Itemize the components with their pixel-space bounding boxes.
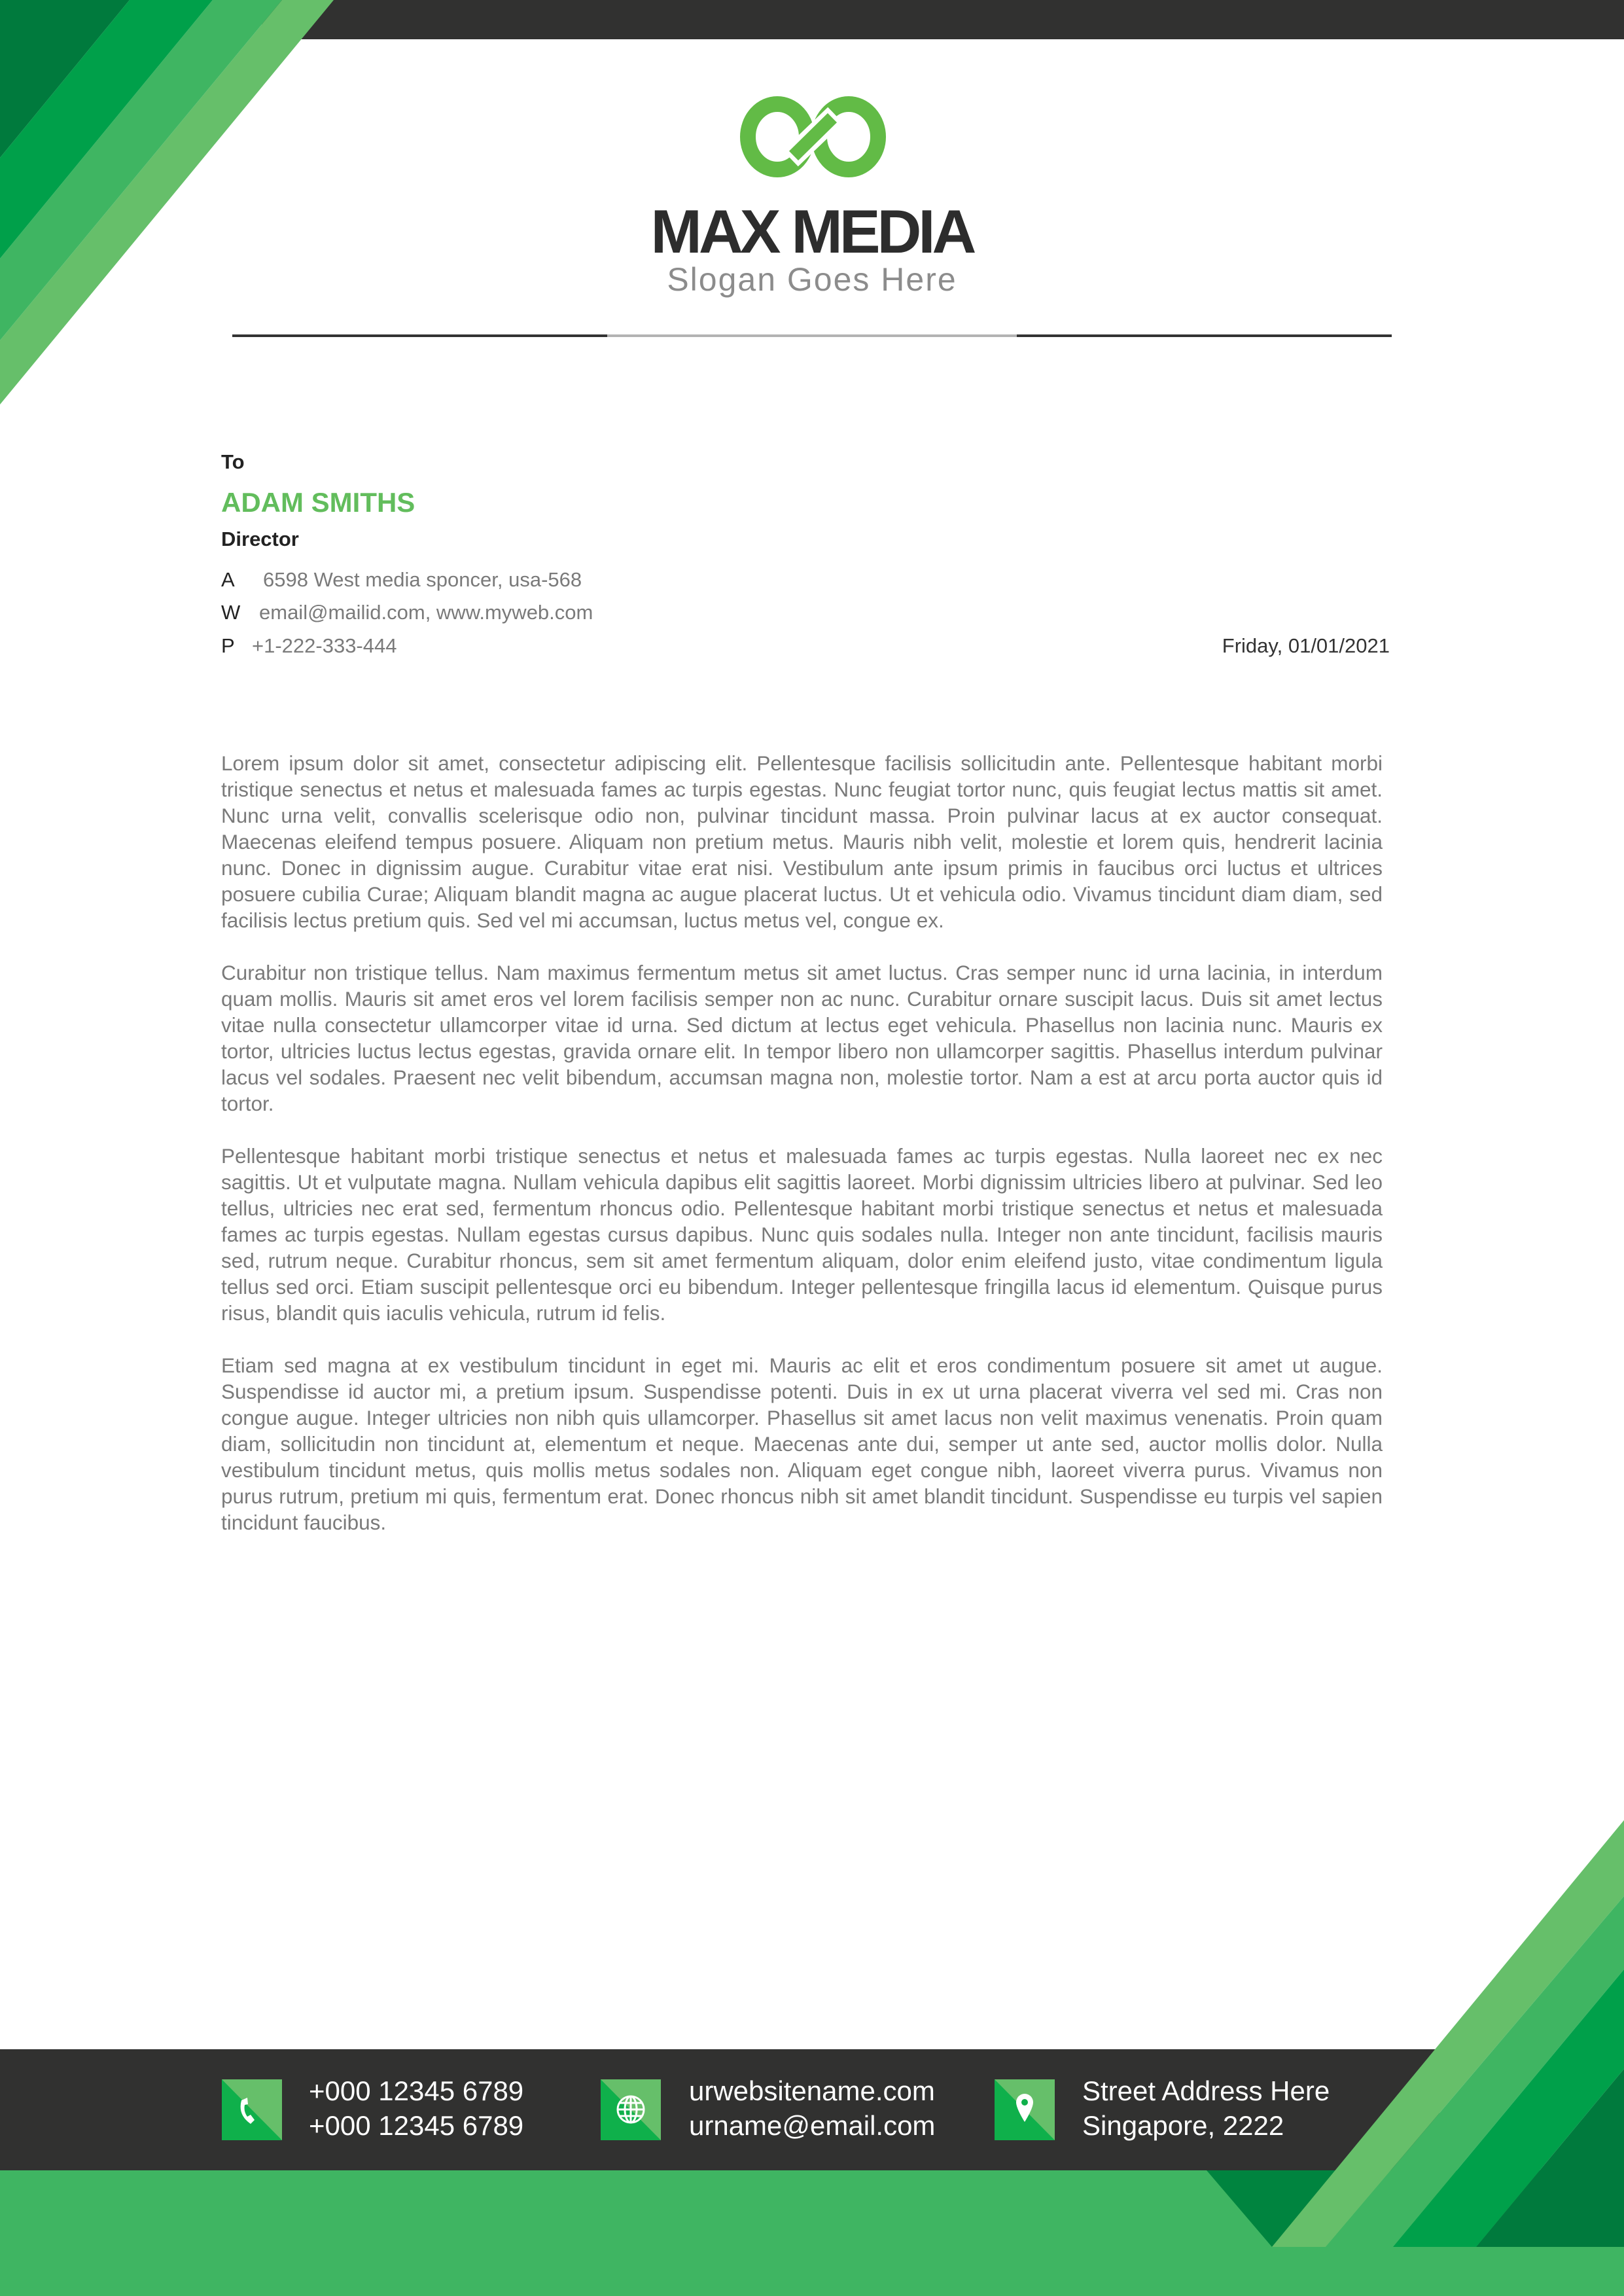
letter-date: Friday, 01/01/2021 xyxy=(1222,634,1390,657)
recipient-title: Director xyxy=(221,528,299,550)
body-paragraph: Curabitur non tristique tellus. Nam maximus fermentum metus sit amet luctus. Cras semper nunc id urna lacinia, in interdum quam mollis. Mauris sit amet eros vel lorem facilisis semper non ac nunc. Curabitur ornare suscipit lacus. Duis sit amet lectus vitae nulla consectetur ullamcorper vitae id urna. Sed dictum at lectus eget vehicula. Phasellus non lacinia nunc. Mauris ex tortor, ultricies luctus lectus egestas, gravida ornare elit. In tempor libero non ullamcorper sagittis. Phasellus interdum pulvinar lacus vel sodales. Praesent nec velit bibendum, accumsan magna non, molestie tortor. Nam a est at arcu porta auctor quis id tortor. xyxy=(221,961,1383,1115)
divider-right xyxy=(1017,334,1392,337)
footer-address xyxy=(1082,2073,1330,2143)
web-label: W xyxy=(221,601,241,624)
divider-left xyxy=(232,334,607,337)
letter-body xyxy=(221,750,1383,1562)
footer-web xyxy=(689,2073,935,2143)
body-paragraph: Lorem ipsum dolor sit amet, consectetur adipiscing elit. Pellentesque facilisis sollicitudin ante. Pellentesque habitant morbi tristique senectus et netus et malesuada fames ac turpis egestas. Nunc feugiat tortor nunc, quis feugiat lectus mattis sit amet. Nunc urna velit, convallis scelerisque odio non, pulvinar tincidunt massa. Proin pulvinar lacus at ex auctor consequat. Maecenas eleifend tempus posuere. Aliquam non pretium metus. Mauris nibh velit, molestie et lorem quis, hendrerit lacinia nunc. Donec in dignissim augue. Curabitur vitae erat nisi. Vestibulum ante ipsum primis in faucibus orci luctus et ultrices posuere cubilia Curae; Aliquam blandit magna ac augue placerat luctus. Ut et vehicula odio. Vivamus tincidunt diam diam, sed facilisis lectus pretium quis. Sed vel mi accumsan, luctus metus vel, congue ex. xyxy=(221,751,1383,932)
phone-value: +1-222-333-444 xyxy=(252,634,397,657)
infinity-icon xyxy=(748,104,878,170)
to-label: To xyxy=(221,450,245,473)
globe-icon xyxy=(601,2079,661,2140)
slogan: Slogan Goes Here xyxy=(667,261,957,298)
phone-icon xyxy=(222,2079,282,2140)
address-label: A xyxy=(221,568,235,591)
footer-website[interactable]: urwebsitename.com xyxy=(689,2075,935,2106)
brand-name: MAX MEDIA xyxy=(650,197,974,266)
footer-phone-2: +000 12345 6789 xyxy=(309,2110,524,2141)
address-value: 6598 West media sponcer, usa-568 xyxy=(263,568,582,591)
body-paragraph: Pellentesque habitant morbi tristique senectus et netus et malesuada fames ac turpis egestas. Nulla laoreet nec ex nec sagittis. Ut et vulputate magna. Nullam vehicula dapibus elit sagittis laoreet. Morbi dignissim ultricies libero at pulvinar. Sed leo tellus, ultricies nec erat sed, fermentum rhoncus odio. Pellentesque habitant morbi tristique senectus et netus et malesuada fames ac turpis egestas. Nullam egestas cursus dapibus. Nunc quis sodales nulla. Integer non ante tincidunt, facilisis mauris sed, rutrum neque. Curabitur rhoncus, sem sit amet fermentum aliquam, dolor enim eleifend justo, vitae condimentum ligula tellus sed orci. Etiam suscipit pellentesque orci eu bibendum. Integer pellentesque fringilla lacus id elementum. Quisque purus risus, blandit quis iaculis vehicula, rutrum id felis. xyxy=(221,1144,1383,1325)
footer-phone-1: +000 12345 6789 xyxy=(309,2075,524,2106)
phone-label: P xyxy=(221,634,235,657)
divider-center xyxy=(607,334,1017,337)
recipient-name: ADAM SMITHS xyxy=(221,487,415,518)
footer-email[interactable]: urname@email.com xyxy=(689,2110,936,2141)
location-pin-icon xyxy=(995,2079,1055,2140)
footer-phone xyxy=(309,2073,523,2143)
footer-street: Street Address Here xyxy=(1082,2075,1330,2106)
web-value: email@mailid.com, www.myweb.com xyxy=(259,601,593,624)
footer-city: Singapore, 2222 xyxy=(1082,2110,1284,2141)
top-dark-bar xyxy=(262,0,1624,39)
body-paragraph: Etiam sed magna at ex vestibulum tincidunt in eget mi. Mauris ac elit et eros condimentum posuere sit amet ut augue. Suspendisse id auctor mi, a pretium ipsum. Suspendisse potenti. Duis in ex ut urna placerat viverra vel sed mi. Cras non congue augue. Integer ultricies non nibh quis ullamcorper. Phasellus sit amet lacus non velit maximus venenatis. Proin quam diam, sollicitudin non tincidunt at, elementum et neque. Maecenas ante dui, semper ut ante sed, auctor mollis dolor. Nulla vestibulum tincidunt metus, quis mollis metus sodales non. Aliquam eget congue nibh, laoreet viverra purus. Vivamus non purus rutrum, pretium mi quis, fermentum erat. Donec rhoncus nibh sit amet blandit tincidunt. Suspendisse eu turpis vel sapien tincidunt faucibus. xyxy=(221,1354,1383,1534)
